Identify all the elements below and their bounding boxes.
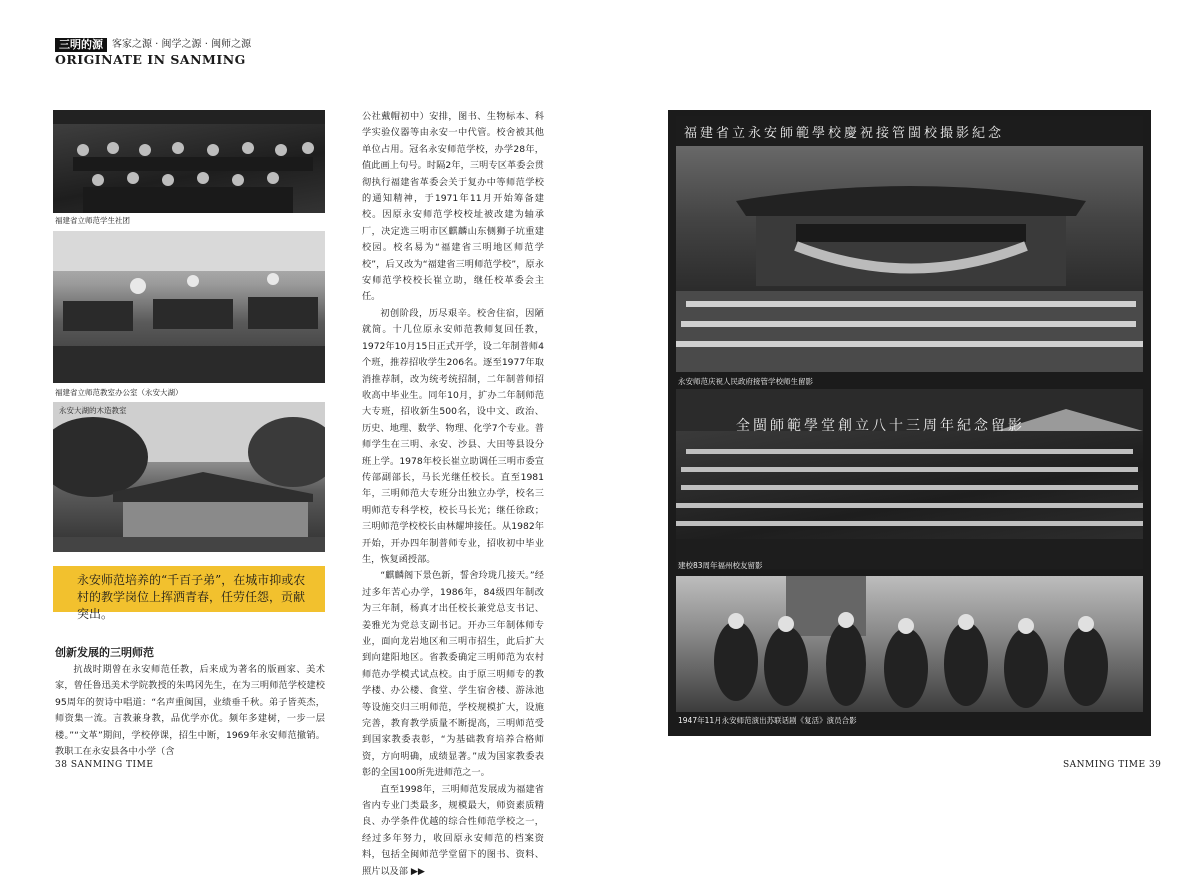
photo-wooden-classroom bbox=[53, 402, 325, 552]
pull-quote-text: 永安师范培养的“千百子弟”，在城市抑或农村的教学岗位上挥洒青春，任劳任怨，贡献突出。 bbox=[77, 573, 306, 621]
pull-quote bbox=[53, 566, 325, 621]
page-number-left: 38 SANMING TIME bbox=[55, 760, 154, 770]
photo-cast-scene bbox=[676, 576, 1143, 712]
photo-student-club-figures bbox=[53, 110, 325, 213]
paragraph: 公社戴帽初中）安排，图书、生物标本、科学实验仪器等由永安一中代管。校舍被其他单位占用。冠名永安师范学校，办学28年，值此画上句号。时隔2年，三明专区革委会贯彻执行福建省革委会关于复办中等师范学校的通知精神，于1971年11月开始筹备建校。因原永安师范学校校址被改建为轴承厂，决定选三明市区麒麟山东侧狮子坑重建校园。校名易为“福建省三明地区师范学校”，后又改为“福建省三明师范学校”，原永安师范学校校长崔立助，继任校革委会主任。 bbox=[362, 111, 544, 303]
paragraph: 初创阶段，历尽艰辛。校舍住宿，因陋就简。十几位原永安师范教师复回任教，1972年10月15日正式开学，设二年制普师4个班，推荐招收学生206名。逐至1977年取消推荐制，改为统考统招制，二年制普师招收高中毕业生。同年10月，扩办二年制师范大专班，招收新生500名，设中文、政治、历史、地理、数学、物理、化学7个专业。普师学生在三明、永安、沙县、大田等县设分班上学。1978年校长崔立助调任三明市委宣传部副部长，马长光继任校长。直至1981年，三明师范大专班分出独立办学，校名三明师范专科学校，校长马长光；继任徐政；三明师范学校校长由林耀坤接任。从1982年开始，开办四年制普师专业，招收初中毕业生，恢复函授部。 bbox=[362, 307, 544, 565]
photo-caption: 建校83周年福州校友留影 bbox=[678, 561, 763, 570]
photo-office-classroom bbox=[53, 231, 325, 383]
photo-student-club bbox=[53, 110, 325, 213]
photo-caption: 1947年11月永安师范演出苏联话剧《复活》演员合影 bbox=[678, 716, 857, 725]
photo-caption: 永安师范庆祝人民政府接管学校师生留影 bbox=[678, 377, 813, 386]
paragraph: “麒麟阁下景色新，誓舍玲珑几接天。”经过多年苦心办学，1986年，84级四年制改为三年制，杨真才出任校长兼党总支书记、姜雅光为党总支副书记。开办三年制体师专业，面向龙岩地区和三明市招生，此后扩大到向建阳地区。省教委确定三明师范为农村师范办学模式试点校。由于原三明师专的教学楼、办公楼、食堂、学生宿舍楼、游泳池等设施交归三明师范，学校规模扩大，设施完善，教育教学质量不断提高，三明师范受到国家教委表彰，“为基础教育培养合格师资，方向明确，成绩显著。”成为国家教委表彰的全国100所先进师范之一。 bbox=[362, 570, 544, 779]
photo-caption: 福建省立师范教室办公室（永安大湖） bbox=[55, 388, 183, 397]
page-number-right: SANMING TIME 39 bbox=[1063, 760, 1162, 770]
body-column-2 bbox=[362, 109, 544, 880]
photo-takeover-celebration bbox=[676, 116, 1143, 372]
photo-wooden-classroom-scene bbox=[53, 402, 325, 552]
section-tag: 三明的源 bbox=[55, 38, 107, 52]
photo-office-classroom-scene bbox=[53, 231, 325, 383]
section-heading: 创新发展的三明师范 bbox=[55, 646, 154, 659]
section-subtitle: 客家之源 · 闽学之源 · 闽师之源 bbox=[112, 39, 252, 50]
paragraph: 直至1998年，三明师范发展成为福建省省内专业门类最多，规模最大，师资素质精良、办学条件优越的综合性师范学校之一，经过多年努力，收回原永安师范的档案资料，包括全闽师范学堂留下的图书、资料、照片以及部 ▶▶ bbox=[362, 783, 544, 877]
photo-resurrection-cast bbox=[676, 576, 1143, 712]
photo-83rd-anniversary bbox=[676, 389, 1143, 569]
photo-banner-text: 全閩師範學堂創立八十三周年紀念留影 bbox=[736, 418, 1025, 434]
page-title: ORIGINATE IN SANMING bbox=[55, 52, 246, 67]
photo-banner-text: 福建省立永安師範學校慶祝接管閩校撮影紀念 bbox=[684, 126, 1005, 141]
photo-takeover-scene bbox=[676, 116, 1143, 372]
body-column-1 bbox=[55, 662, 325, 760]
photo-caption-inset: 永安大湖的木造教室 bbox=[59, 406, 127, 415]
photo-caption: 福建省立师范学生社团 bbox=[55, 216, 130, 225]
paragraph: 抗战时期曾在永安师范任教，后来成为著名的版画家、美术家，曾任鲁迅美术学院教授的朱鸣冈先生，在为三明师范学校建校95周年的贺诗中唱道：“名声重闽国，业绩垂千秋。弟子皆英杰，师资集一流。言教兼身教，品优学亦优。频年多建树，一步一层楼。”“文革”期间，学校停课，招生中断，1969年永安师范撤销。教职工在永安县各中小学（含 bbox=[55, 664, 325, 758]
